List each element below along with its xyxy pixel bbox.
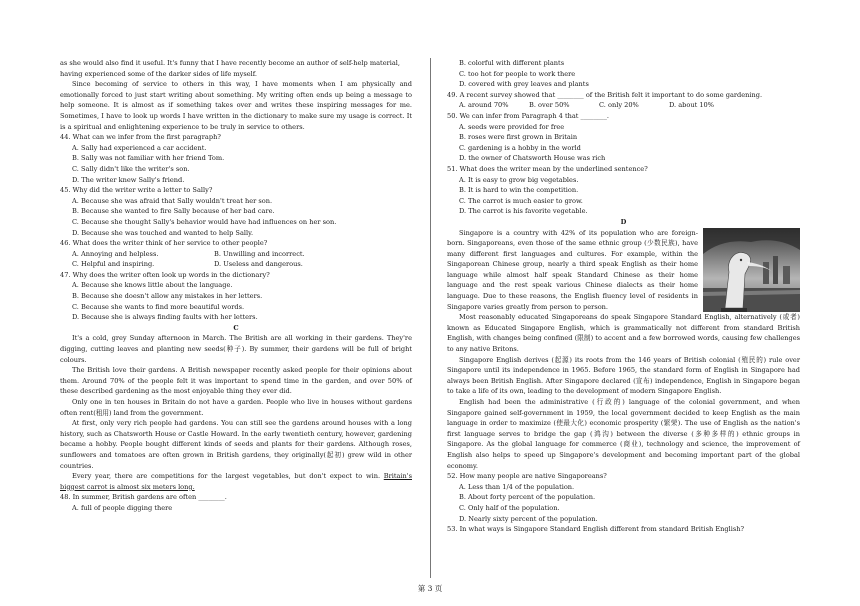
page-number: 第 3 页 <box>417 584 443 593</box>
option-51b: B. It is hard to win the competition. <box>459 186 579 195</box>
option-52d: D. Nearly sixty percent of the population. <box>459 514 598 523</box>
passage-paragraph: At first, only very rich people had gardens. You can still see the gardens around houses with a long history, such as Chatsworth House or Castle Howard. In the early twentieth century, however, gardening became a hobby. People bought different kinds of seeds and plants for their gardens. Although roses, sunflowers and tomatoes are often grown in British gardens, they originally(起初) grew wild in other countries. <box>60 419 412 470</box>
question-50: 50. We can infer from Paragraph 4 that ________. <box>447 111 610 120</box>
options-46-row2 <box>60 259 412 270</box>
option-50c: C. gardening is a hobby in the world <box>459 143 581 152</box>
merlion-photo <box>703 228 800 312</box>
option-45d: D. Because she was touched and wanted to help Sally. <box>72 228 254 237</box>
passage-line: as she would also find it useful. It's funny that I have recently become an author of self-help material, <box>60 59 400 67</box>
options-46-row1 <box>60 249 412 260</box>
passage-paragraph: The British love their gardens. A British newspaper recently asked people for their opinions about them. Around 70% of the people felt it was important to spend time in the garden, and over 50% of these described gardening as the most enjoyable thing they ever did. <box>60 366 412 396</box>
question-49: 49. A recent survey showed that ________ of the British felt it important to do some gardening. <box>447 90 763 99</box>
option-44d: D. The writer knew Sally's friend. <box>72 175 185 184</box>
option-44b: B. Sally was not familiar with her friend Tom. <box>72 154 225 163</box>
option-47d: D. Because she is always finding faults with her letters. <box>72 313 258 322</box>
passage-text: Every year, there are competitions for the largest vegetables, but don't expect to win. <box>72 472 384 481</box>
question-44: 44. What can we infer from the first paragraph? <box>60 133 221 142</box>
question-45: 45. Why did the writer write a letter to Sally? <box>60 186 213 195</box>
option-47c: C. Because she wants to find more beautiful words. <box>72 302 245 311</box>
option-48b: B. colorful with different plants <box>459 59 565 67</box>
option-48d: D. covered with grey leaves and plants <box>459 80 589 89</box>
option-50b: B. roses were first grown in Britain <box>459 133 578 142</box>
option-51c: C. The carrot is much easier to grow. <box>459 196 583 205</box>
passage-paragraph <box>60 471 412 492</box>
options-49-row <box>447 100 800 111</box>
option-50d: D. the owner of Chatsworth House was rich <box>459 154 606 163</box>
option-49d: D. about 10% <box>669 101 715 110</box>
option-45c: C. Because she thought Sally's behavior would have had influences on her son. <box>72 217 337 226</box>
option-51a: A. It is easy to grow big vegetables. <box>459 175 579 184</box>
passage-line: having experienced some of the darker sides of life myself. <box>60 69 258 78</box>
option-51d: D. The carrot is his favorite vegetable. <box>459 207 588 216</box>
option-46d: D. Useless and dangerous. <box>214 260 303 269</box>
option-50a: A. seeds were provided for free <box>459 122 565 131</box>
section-heading-d: D <box>620 217 627 226</box>
option-46c: C. Helpful and inspiring. <box>72 260 155 269</box>
option-45a: A. Because she was afraid that Sally wouldn't treat her son. <box>72 196 273 205</box>
passage-d-intro <box>447 228 800 313</box>
option-52c: C. Only half of the population. <box>459 503 560 512</box>
passage-paragraph: Only one in ten houses in Britain do not have a garden. People who live in houses without gardens often rent(租用) land from the government. <box>60 398 412 417</box>
underlined-sentence: Britain's biggest carrot is almost six meters long. <box>60 472 412 491</box>
passage-paragraph: Since becoming of service to others in this way, I have moments when I am physically and emotionally forced to just start writing about something. My writing often ends up being a message to help someone. It is almost as if something takes over and writes these inspiring messages for me. Sometimes, I have to look up words I have written in the dictionary to make sure my usage is correct. It is a spiritual and enlightening experience to be truly in service to others. <box>60 80 412 131</box>
option-49c: C. only 20% <box>599 101 639 110</box>
option-48a: A. full of people digging there <box>72 503 173 512</box>
left-column <box>60 58 412 514</box>
column-divider <box>430 58 431 578</box>
passage-paragraph: Most reasonably educated Singaporeans do speak Singapore Standard English, alternatively (或者) known as Educated Singapore English, which is grammatically not different from standard British English, with changes being confined (限制) to accent and a few borrowed words, causing few challenges to any native Britons. <box>447 313 800 354</box>
passage-paragraph: Singapore is a country with 42% of its population who are foreign-born. Singaporeans, even those of the same ethnic group (少数民族), have many different first languages and cultures. For example, within the Singaporean Chinese group, nearly a third speak English as their home language while almost half speak Standard Chinese as their home language and the rest speak various Chinese dialects as their home language. Due to these reasons, the English fluency level of residents in Singapore varies greatly from person to person. <box>447 228 698 311</box>
question-52: 52. How many people are native Singaporeans? <box>447 472 607 481</box>
option-47a: A. Because she knows little about the language. <box>72 281 233 290</box>
passage-paragraph: Singapore English derives (起源) its roots from the 146 years of British colonial (殖民的) rule over Singapore until its independence in 1965. Before 1965, the standard form of English in Singapore had always been British English. After Singapore declared (宣布) independence, English in Singapore began to take a life of its own, leading to the development of modern Singapore English. <box>447 355 800 396</box>
option-49b: B. over 50% <box>529 101 570 110</box>
question-48: 48. In summer, British gardens are often ________. <box>60 493 227 502</box>
option-46a: A. Annoying and helpless. <box>72 249 159 258</box>
question-46: 46. What does the writer think of her service to other people? <box>60 239 268 248</box>
right-column <box>447 58 800 535</box>
option-44c: C. Sally didn't like the writer's son. <box>72 164 190 173</box>
option-45b: B. Because she wanted to fire Sally because of her bad care. <box>72 207 275 216</box>
option-52b: B. About forty percent of the population. <box>459 493 596 502</box>
option-49a: A. around 70% <box>459 101 509 110</box>
question-53: 53. In what ways is Singapore Standard English different from standard British English? <box>447 525 744 534</box>
passage-paragraph: English had been the administrative (行政的) language of the colonial government, and when Singapore gained self-government in 1959, the local government decided to keep English as the main language in order to maximize (使最大化) economic prosperity (繁荣). The use of English as the nation's first language serves to bridge the gap (鸿沟) between the diverse (多种多样的) ethnic groups in Singapore. As the global language for commerce (商业), technology and science, the improvement of English also helps to speed up Singapore's development and becoming important part of the global economy. <box>447 398 800 470</box>
option-48c: C. too hot for people to work there <box>459 69 576 78</box>
option-47b: B. Because she doesn't allow any mistakes in her letters. <box>72 292 263 301</box>
option-52a: A. Less than 1/4 of the population. <box>459 482 575 491</box>
option-44a: A. Sally had experienced a car accident. <box>72 143 207 152</box>
passage-paragraph: It's a cold, grey Sunday afternoon in March. The British are all working in their gardens. They're digging, cutting leaves and planting new seeds(种子). By summer, their gardens will be full of bright colours. <box>60 334 412 364</box>
section-heading-c: C <box>233 323 239 332</box>
question-47: 47. Why does the writer often look up words in the dictionary? <box>60 270 270 279</box>
option-46b: B. Unwilling and incorrect. <box>214 249 305 258</box>
question-51: 51. What does the writer mean by the underlined sentence? <box>447 164 648 173</box>
